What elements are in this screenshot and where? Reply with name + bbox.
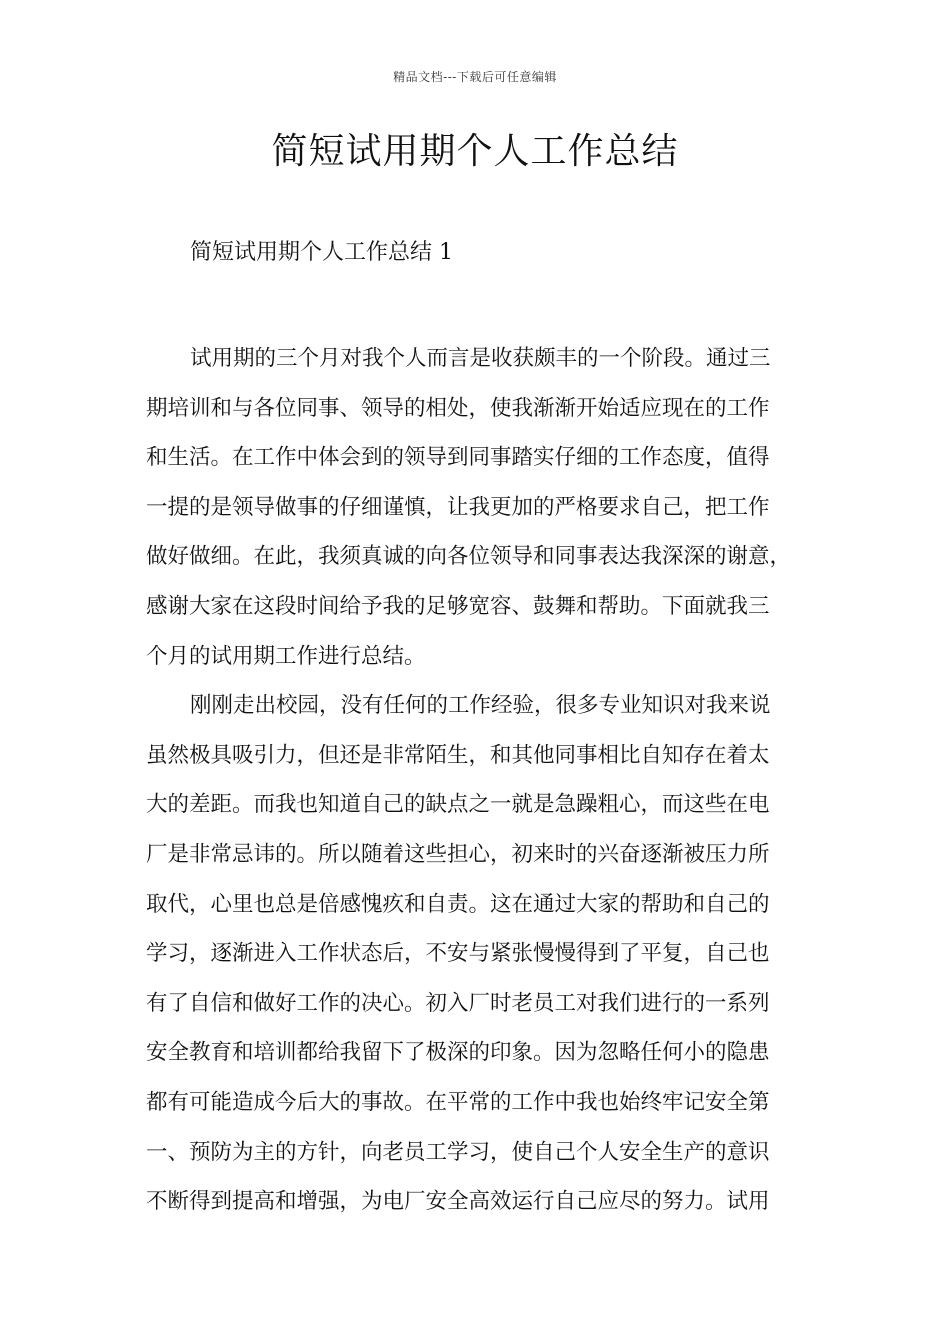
document-subtitle: 简短试用期个人工作总结 1 <box>190 240 453 265</box>
paragraph-line: 有了自信和做好工作的决心。初入厂时老员工对我们进行的一系列 <box>146 990 770 1016</box>
paragraph-line: 和生活。在工作中体会到的领导到同事踏实仔细的工作态度，值得 <box>146 445 770 471</box>
paragraph-line: 不断得到提高和增强，为电厂安全高效运行自己应尽的努力。试用 <box>146 1189 770 1215</box>
paragraph-line: 试用期的三个月对我个人而言是收获颇丰的一个阶段。通过三 <box>190 346 771 371</box>
paragraph-line: 一提的是领导做事的仔细谨慎，让我更加的严格要求自己，把工作 <box>146 494 770 520</box>
paragraph-line: 安全教育和培训都给我留下了极深的印象。因为忽略任何小的隐患 <box>146 1040 770 1066</box>
paragraph-line: 个月的试用期工作进行总结。 <box>146 643 426 669</box>
paragraph-line: 做好做细。在此，我须真诚的向各位领导和同事表达我深深的谢意， <box>146 544 792 570</box>
paragraph-line: 都有可能造成今后大的事故。在平常的工作中我也始终牢记安全第 <box>146 1089 770 1115</box>
paragraph-line: 一、预防为主的方针，向老员工学习，使自己个人安全生产的意识 <box>146 1139 770 1165</box>
document-title: 简短试用期个人工作总结 <box>271 131 679 172</box>
document-body <box>146 334 826 1227</box>
paragraph-line: 期培训和与各位同事、领导的相处，使我渐渐开始适应现在的工作 <box>146 395 770 421</box>
paragraph-line: 虽然极具吸引力，但还是非常陌生，和其他同事相比自知存在着太 <box>146 742 770 768</box>
paragraph-1 <box>146 334 826 681</box>
header-note: 精品文档---下载后可任意编辑 <box>393 70 557 84</box>
paragraph-line: 厂是非常忌讳的。所以随着这些担心，初来时的兴奋逐渐被压力所 <box>146 841 770 867</box>
paragraph-2 <box>146 681 826 1227</box>
paragraph-line: 大的差距。而我也知道自己的缺点之一就是急躁粗心，而这些在电 <box>146 792 770 818</box>
paragraph-line: 刚刚走出校园，没有任何的工作经验，很多专业知识对我来说 <box>190 693 771 719</box>
paragraph-line: 感谢大家在这段时间给予我的足够宽容、鼓舞和帮助。下面就我三 <box>146 593 770 619</box>
paragraph-line: 学习，逐渐进入工作状态后，不安与紧张慢慢得到了平复，自己也 <box>146 941 770 967</box>
paragraph-line: 取代，心里也总是倍感愧疚和自责。这在通过大家的帮助和自己的 <box>146 891 770 917</box>
